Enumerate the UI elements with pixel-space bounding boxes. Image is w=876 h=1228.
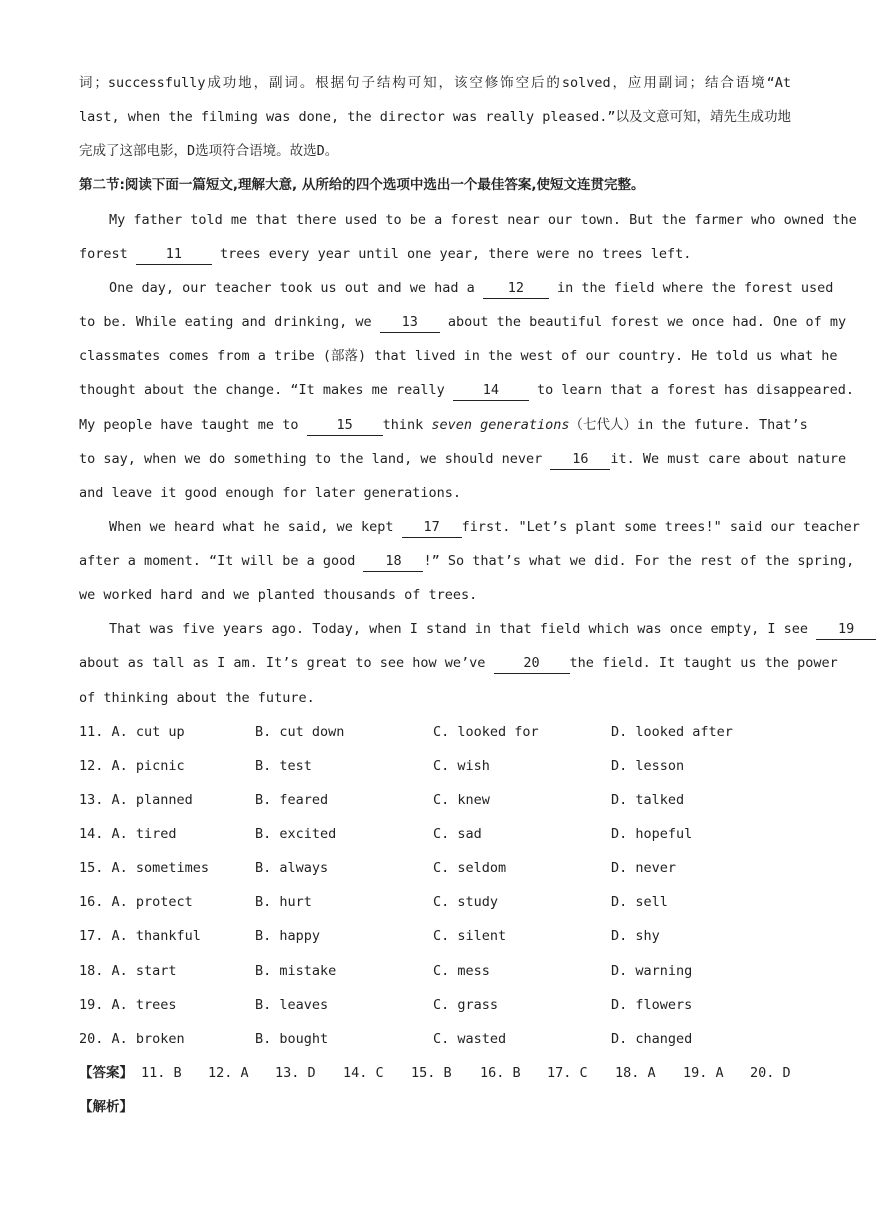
blank-15: 15	[307, 415, 383, 436]
option-d: D. lesson	[611, 758, 685, 774]
passage-p1-line-2	[79, 237, 791, 271]
answer-item: 11. B	[141, 1065, 182, 1081]
prev-explanation-line-1: 词；successfully成功地，副词。根据句子结构可知，该空修饰空后的solved，应用副词；结合语境“At	[79, 75, 791, 91]
passage-p2-line-1	[109, 271, 834, 305]
answer-row	[79, 1056, 791, 1090]
passage-p3-line-2	[79, 544, 855, 578]
option-b: B. happy	[255, 928, 321, 944]
blank-17: 17	[402, 517, 462, 538]
blank-14: 14	[453, 380, 529, 401]
prev-explanation-line-2: last, when the filming was done, the director was really pleased.”以及文意可知，靖先生成功地	[79, 109, 791, 125]
text-fragment: That was five years ago. Today, when I stand in that field which was once empty, I see	[109, 621, 817, 637]
text-fragment: about as tall as I am. It’s great to see how we’ve	[79, 655, 494, 671]
option-a: 16. A. protect	[79, 894, 193, 910]
text-fragment: after a moment. “It will be a good	[79, 553, 364, 569]
answer-item: 16. B	[480, 1065, 521, 1081]
section-title: 第二节:阅读下面一篇短文,理解大意, 从所给的四个选项中选出一个最佳答案,使短文连贯完整。	[79, 177, 645, 193]
answer-item: 12. A	[208, 1065, 249, 1081]
option-d: D. talked	[611, 792, 685, 808]
text-fragment: thought about the change. “It makes me really	[79, 382, 453, 398]
text-fragment: （七代人）in the future. That’s	[569, 417, 808, 433]
option-a: 18. A. start	[79, 963, 177, 979]
option-c: C. looked for	[433, 724, 539, 740]
option-a: 17. A. thankful	[79, 928, 201, 944]
question-row	[79, 885, 791, 919]
question-row	[79, 783, 791, 817]
option-c: C. wasted	[433, 1031, 507, 1047]
text-fragment: to say, when we do something to the land, we should never	[79, 451, 551, 467]
text-fragment: about the beautiful forest we once had. One of my	[439, 314, 847, 330]
option-d: D. warning	[611, 963, 693, 979]
answer-item: 15. B	[411, 1065, 452, 1081]
passage-p2-line-7: and leave it good enough for later generations.	[79, 485, 462, 501]
blank-13: 13	[380, 312, 440, 333]
option-d: D. hopeful	[611, 826, 693, 842]
text-fragment: to be. While eating and drinking, we	[79, 314, 380, 330]
option-c: C. silent	[433, 928, 507, 944]
option-b: B. excited	[255, 826, 337, 842]
option-a: 13. A. planned	[79, 792, 193, 808]
text-fragment: !” So that’s what we did. For the rest of the spring,	[423, 553, 855, 569]
passage-p3-line-1	[109, 510, 860, 544]
option-d: D. changed	[611, 1031, 693, 1047]
blank-11: 11	[136, 244, 212, 265]
text-fragment: One day, our teacher took us out and we had a	[109, 280, 483, 296]
option-a: 15. A. sometimes	[79, 860, 210, 876]
passage-p3-line-3: we worked hard and we planted thousands of trees.	[79, 587, 478, 603]
option-b: B. bought	[255, 1031, 329, 1047]
blank-19: 19	[816, 619, 876, 640]
question-row	[79, 851, 791, 885]
text-fragment: My people have taught me to	[79, 417, 307, 433]
question-row	[79, 988, 791, 1022]
text-fragment: in the field where the forest used	[548, 280, 834, 296]
blank-12: 12	[483, 278, 549, 299]
option-d: D. sell	[611, 894, 668, 910]
text-fragment: forest	[79, 246, 136, 262]
option-b: B. always	[255, 860, 329, 876]
question-row	[79, 817, 791, 851]
option-b: B. leaves	[255, 997, 329, 1013]
analysis-label: 【解析】	[79, 1099, 133, 1115]
option-b: B. mistake	[255, 963, 337, 979]
passage-p4-line-3: of thinking about the future.	[79, 690, 315, 706]
passage-p2-line-5	[79, 408, 808, 442]
option-b: B. hurt	[255, 894, 312, 910]
option-d: D. looked after	[611, 724, 733, 740]
passage-p4-line-2	[79, 646, 838, 680]
question-row	[79, 954, 791, 988]
blank-18: 18	[363, 551, 423, 572]
passage-p2-line-6	[79, 442, 847, 476]
option-c: C. mess	[433, 963, 490, 979]
answer-label: 【答案】	[79, 1065, 133, 1081]
passage-p2-line-3: classmates comes from a tribe (部落) that lived in the west of our country. He told us what he	[79, 348, 838, 364]
option-c: C. sad	[433, 826, 482, 842]
question-row	[79, 715, 791, 749]
blank-20: 20	[494, 653, 570, 674]
text-fragment: trees every year until one year, there were no trees left.	[211, 246, 692, 262]
question-row	[79, 1022, 791, 1056]
answer-item: 19. A	[683, 1065, 724, 1081]
option-a: 12. A. picnic	[79, 758, 185, 774]
option-c: C. wish	[433, 758, 490, 774]
text-fragment: first. "Let’s plant some trees!" said our teacher	[461, 519, 860, 535]
option-b: B. feared	[255, 792, 329, 808]
answer-item: 13. D	[275, 1065, 316, 1081]
option-a: 14. A. tired	[79, 826, 177, 842]
passage-p2-line-2	[79, 305, 847, 339]
text-fragment: to learn that a forest has disappeared.	[528, 382, 854, 398]
option-d: D. never	[611, 860, 677, 876]
option-b: B. cut down	[255, 724, 345, 740]
option-c: C. seldom	[433, 860, 507, 876]
answer-item: 20. D	[750, 1065, 791, 1081]
passage-p1-line-1: My father told me that there used to be a forest near our town. But the farmer who owned the	[109, 212, 857, 228]
option-b: B. test	[255, 758, 312, 774]
question-row	[79, 919, 791, 953]
italic-text: seven generations	[431, 417, 570, 433]
option-c: C. grass	[433, 997, 499, 1013]
passage-p2-line-4	[79, 373, 854, 407]
text-fragment: the field. It taught us the power	[569, 655, 838, 671]
answer-item: 18. A	[615, 1065, 656, 1081]
option-a: 11. A. cut up	[79, 724, 185, 740]
text-fragment: it. We must care about nature	[610, 451, 847, 467]
prev-explanation-line-3: 完成了这部电影，D选项符合语境。故选D。	[79, 143, 339, 159]
option-d: D. shy	[611, 928, 660, 944]
text-fragment: think	[382, 417, 432, 433]
option-a: 20. A. broken	[79, 1031, 185, 1047]
option-c: C. knew	[433, 792, 490, 808]
passage-p4-line-1	[109, 612, 855, 646]
question-row	[79, 749, 791, 783]
answer-item: 14. C	[343, 1065, 384, 1081]
text-fragment: When we heard what he said, we kept	[109, 519, 402, 535]
option-c: C. study	[433, 894, 499, 910]
option-a: 19. A. trees	[79, 997, 177, 1013]
blank-16: 16	[550, 449, 610, 470]
option-d: D. flowers	[611, 997, 693, 1013]
answer-item: 17. C	[547, 1065, 588, 1081]
